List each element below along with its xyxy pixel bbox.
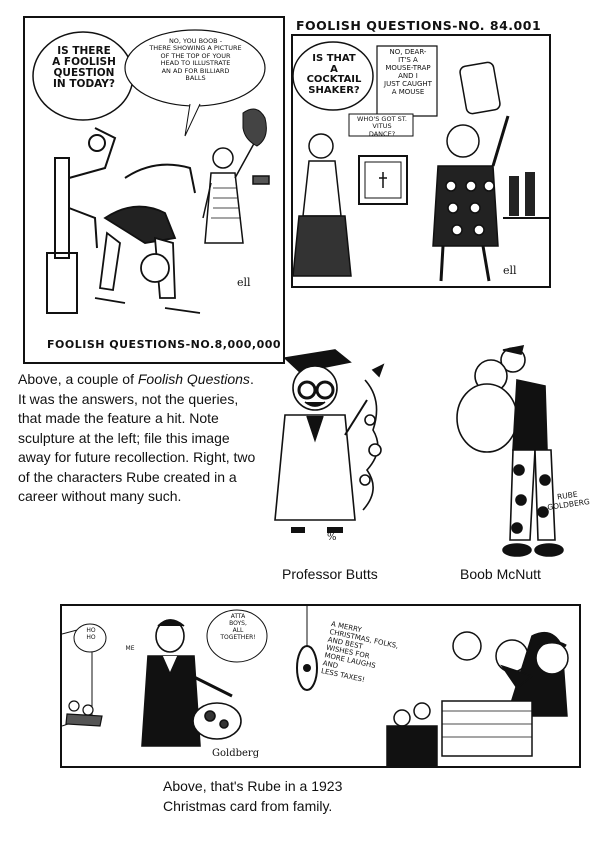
boob-mcnutt-figure [457,346,563,556]
professor-butts-figure [275,350,383,530]
rube-goldberg-signature: RUBE GOLDBERG [546,489,591,512]
christmas-card-panel [60,604,581,768]
bubble-atta-boys-text: ATTA BOYS, ALL TOGETHER! [220,613,256,641]
christmas-card-art [62,606,579,766]
svg-text:%: % [327,532,337,543]
christmas-greeting-text: A MERRY CHRISTMAS, FOLKS, AND BEST WISHES FOR MORE LAUGHS AND LESS TAXES! [320,620,400,685]
panel-caption: FOOLISH QUESTIONS-NO.8,000,000 [47,338,282,351]
character-illustrations [255,340,585,565]
question-bubble-text: IS THAT A COCKTAIL SHAKER? [306,53,362,96]
answer-bubble-text: NO, DEAR- IT'S A MOUSE-TRAP AND I JUST CAUGHT A MOUSE [384,48,432,97]
label-professor-butts: Professor Butts [282,566,378,582]
comic-panel-foolish-question-84001 [291,34,551,288]
svg-text:ell: ell [237,276,251,289]
question-bubble-text: IS THERE A FOOLISH QUESTION IN TODAY? [52,45,116,91]
svg-text:Goldberg: Goldberg [212,748,260,759]
caption-italic-title: Foolish Questions [137,371,250,387]
label-boob-mcnutt: Boob McNutt [460,566,541,582]
panel-title: FOOLISH QUESTIONS-NO. 84.001 [296,18,542,33]
bubble-ho-ho-text: HO HO [86,627,96,641]
side-caption [18,370,263,507]
label-me: ME [125,645,135,652]
answer-bubble-text: NO, YOU BOOB - THERE SHOWING A PICTURE OF THE TOP OF YOUR HEAD TO ILLUSTRATE AN AD FOR BILLIARD BALLS [149,37,242,83]
caption-text-rest: . It was the answers, not the queries, that made the feature a hit. Note sculpture at the left; file this image away for future recollection. Right, two of the characters Rube created in a career without many such. [18,371,256,504]
bottom-caption: Above, that's Rube in a 1923 Christmas card from family. [163,778,343,814]
comic-panel-foolish-question-8000000 [23,16,285,364]
caption-text-start: Above, a couple of [18,371,138,387]
svg-text:ell: ell [503,264,517,277]
extra-bubble-text: WHO'S GOT ST. VITUS DANCE? [357,115,407,138]
